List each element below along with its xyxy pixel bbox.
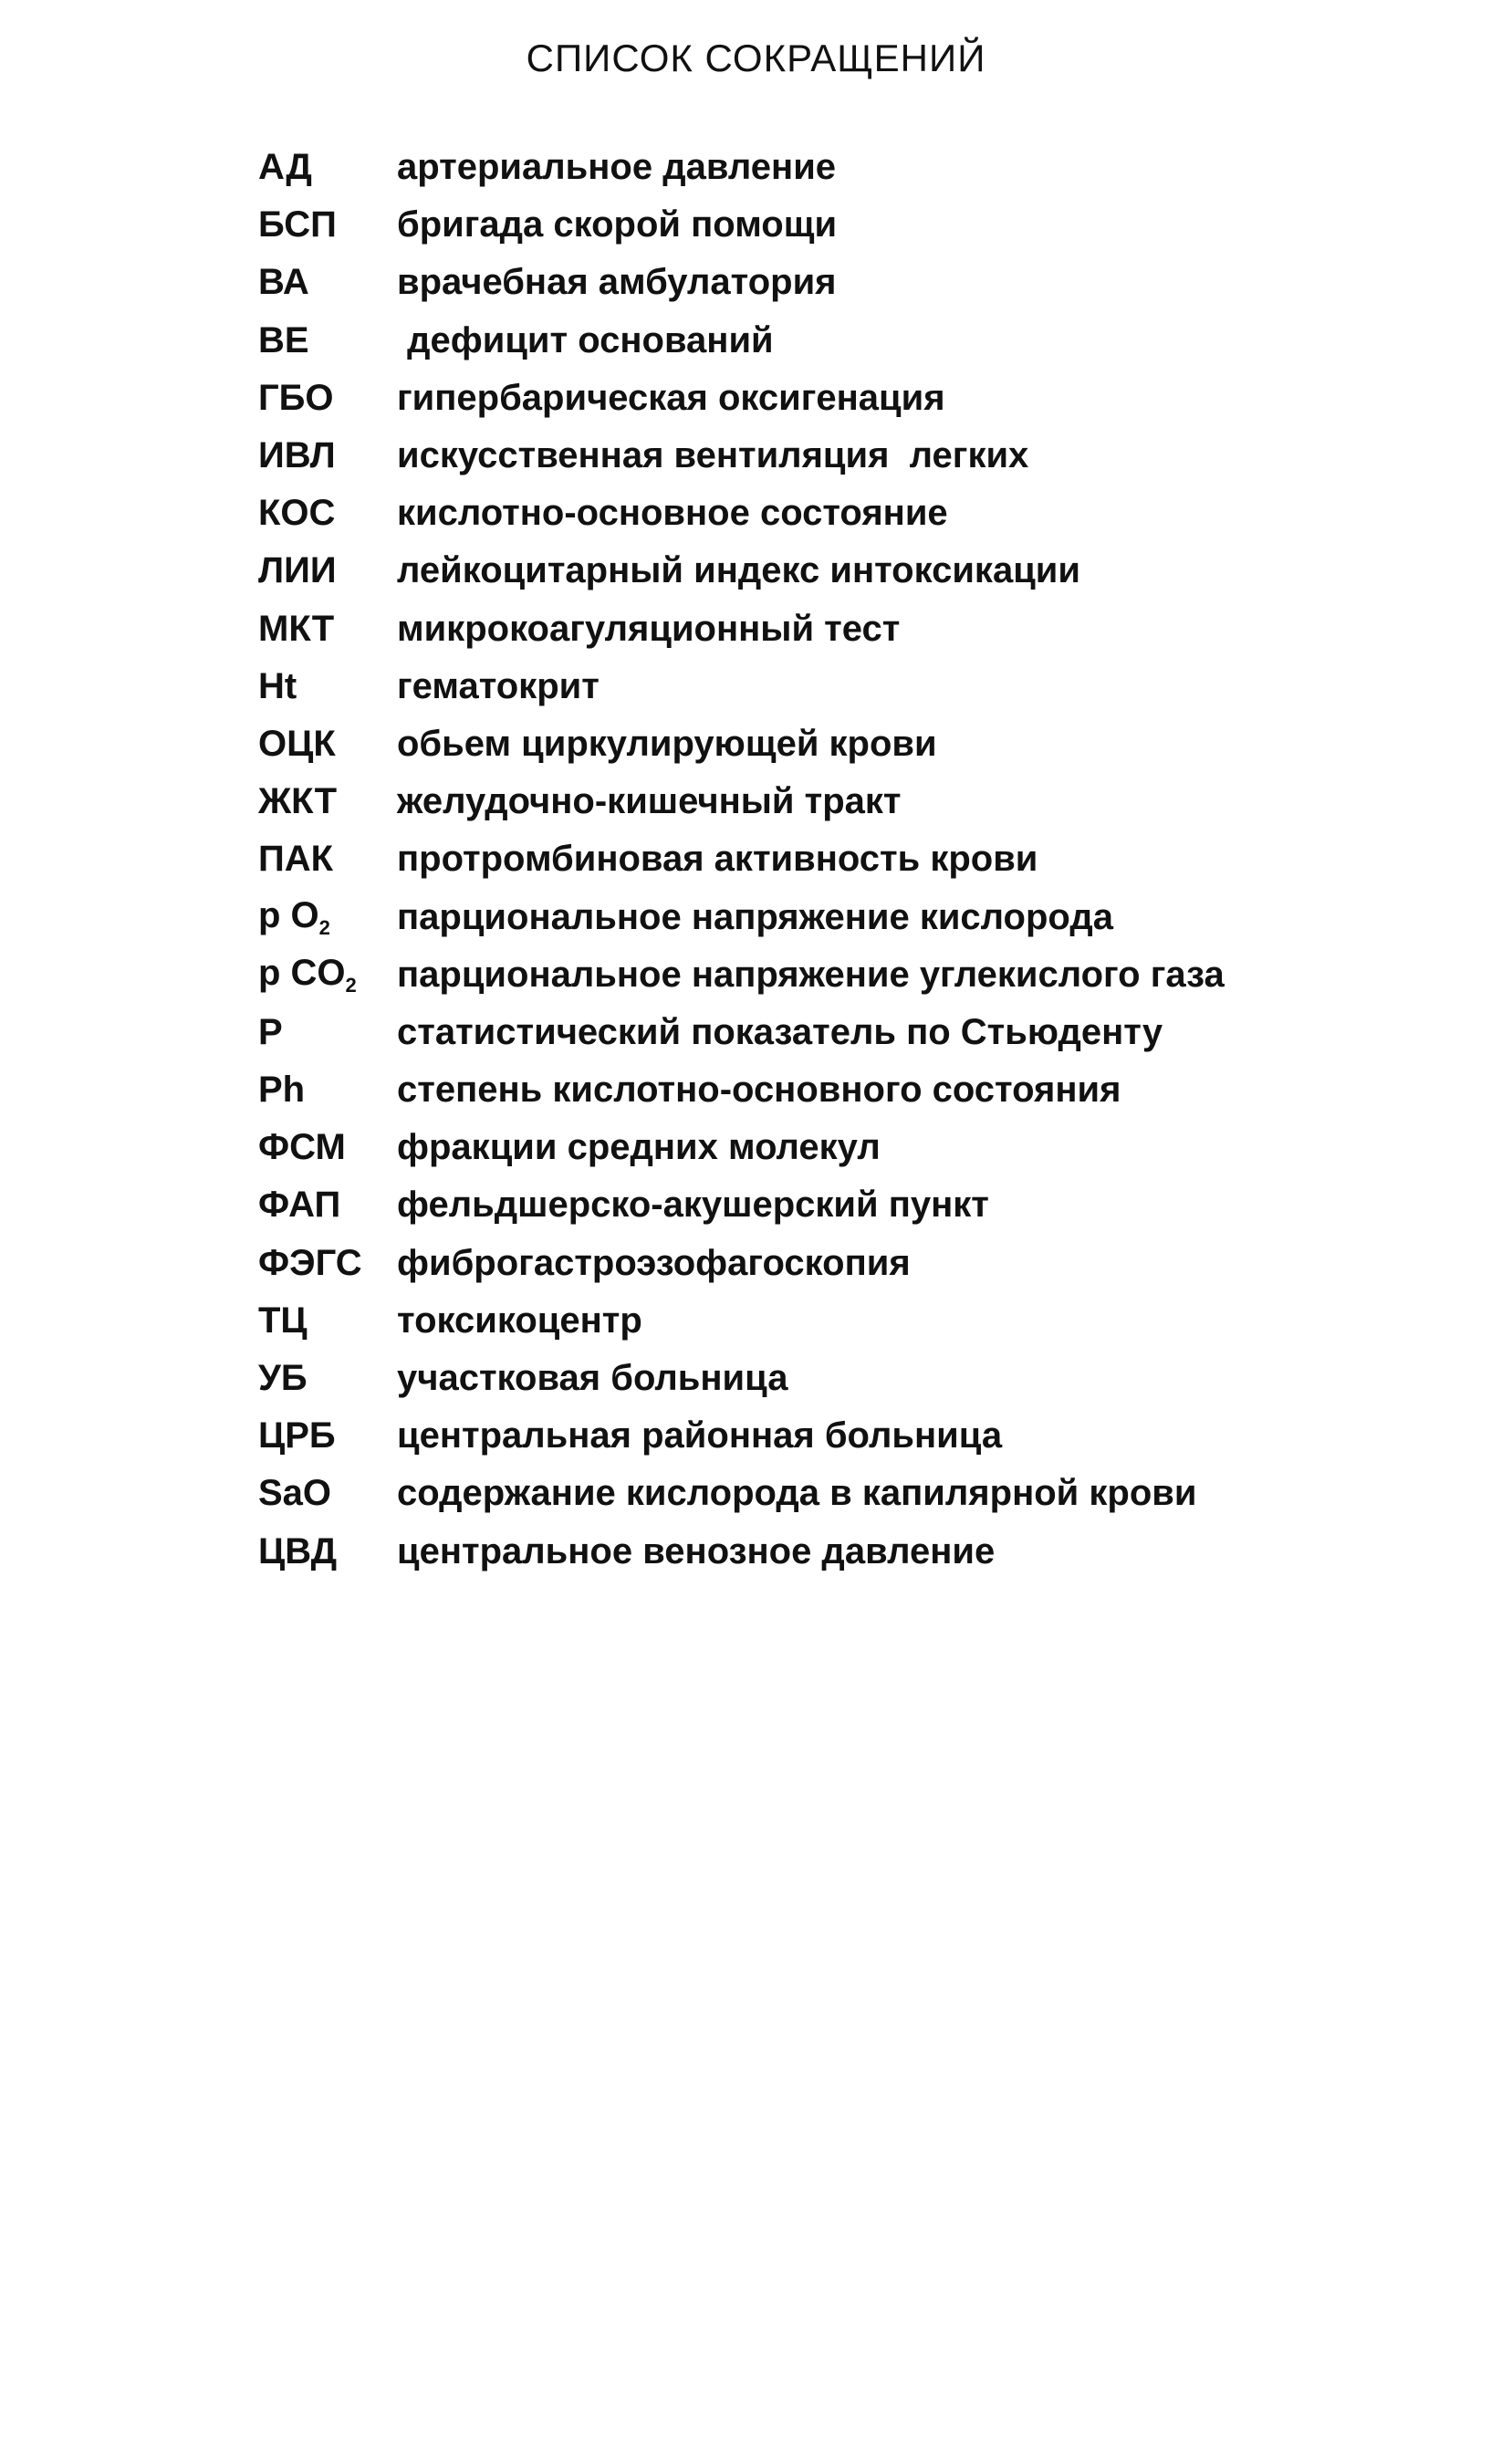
list-item bbox=[258, 1235, 1353, 1292]
abbreviation-term-text: p O bbox=[258, 894, 319, 935]
list-item bbox=[258, 312, 1353, 370]
abbreviation-term bbox=[258, 204, 397, 245]
list-item bbox=[258, 830, 1353, 888]
list-item bbox=[258, 542, 1353, 600]
abbreviation-term bbox=[258, 1012, 397, 1053]
abbreviation-definition: врачебная амбулатория bbox=[397, 262, 837, 303]
subscript: 2 bbox=[318, 915, 330, 939]
abbreviation-term-text: ЛИИ bbox=[258, 550, 337, 591]
abbreviation-term-text: ФЭГС bbox=[258, 1242, 362, 1283]
abbreviation-term bbox=[258, 550, 397, 591]
abbreviation-definition: участковая больница bbox=[397, 1358, 788, 1399]
abbreviation-definition: токсикоцентр bbox=[397, 1300, 642, 1341]
abbreviation-definition: лейкоцитарный индекс интоксикации bbox=[397, 550, 1080, 591]
abbreviation-term bbox=[258, 1300, 397, 1342]
abbreviation-definition: фракции средних молекул bbox=[397, 1127, 881, 1168]
list-item bbox=[258, 1292, 1353, 1350]
list-item bbox=[258, 196, 1353, 254]
abbreviation-term bbox=[258, 781, 397, 822]
abbreviation-definition: артериальное давление bbox=[397, 147, 837, 188]
list-item bbox=[258, 1465, 1353, 1522]
abbreviation-definition: центральная районная больница bbox=[397, 1415, 1003, 1456]
abbreviation-term-text: p CO bbox=[258, 952, 346, 993]
abbreviation-term bbox=[258, 1415, 397, 1456]
abbreviation-term bbox=[258, 895, 397, 940]
abbreviation-definition: гипербарическая оксигенация bbox=[397, 377, 945, 418]
abbreviation-term-text: МКТ bbox=[258, 608, 335, 649]
list-item bbox=[258, 600, 1353, 658]
abbreviation-term bbox=[258, 1473, 397, 1514]
abbreviation-definition: микрокоагуляционный тест bbox=[397, 608, 901, 649]
list-item bbox=[258, 1523, 1353, 1581]
abbreviation-term-text: Ph bbox=[258, 1070, 306, 1111]
list-item bbox=[258, 1350, 1353, 1407]
abbreviation-definition: степень кислотно-основного состояния bbox=[397, 1070, 1121, 1111]
list-item bbox=[258, 139, 1353, 196]
abbreviation-term bbox=[258, 1243, 397, 1284]
abbreviation-term bbox=[258, 435, 397, 476]
abbreviation-term-text: SaO bbox=[258, 1473, 332, 1514]
abbreviation-list bbox=[258, 139, 1353, 1581]
abbreviation-term bbox=[258, 320, 397, 361]
abbreviation-definition: фиброгастроэзофагоскопия bbox=[397, 1242, 911, 1283]
list-item bbox=[258, 888, 1353, 945]
abbreviation-term-text: ВЕ bbox=[258, 319, 309, 360]
list-item bbox=[258, 485, 1353, 542]
abbreviation-term-text: Ht bbox=[258, 665, 297, 706]
abbreviation-definition: парциональное напряжение углекислого газа bbox=[397, 954, 1225, 995]
abbreviation-term-text: ЖКТ bbox=[258, 781, 337, 822]
list-item bbox=[258, 658, 1353, 715]
abbreviation-term-text: УБ bbox=[258, 1358, 308, 1399]
abbreviation-definition: гематокрит bbox=[397, 665, 600, 706]
abbreviation-term-text: ЦВД bbox=[258, 1530, 338, 1571]
abbreviation-term bbox=[258, 953, 397, 997]
subscript: 2 bbox=[345, 973, 357, 997]
abbreviation-definition: протромбиновая активность крови bbox=[397, 839, 1038, 880]
abbreviation-definition: содержание кислорода в капилярной крови bbox=[397, 1473, 1197, 1514]
abbreviation-term-text: КОС bbox=[258, 493, 336, 534]
abbreviation-definition: желудочно-кишечный тракт bbox=[397, 781, 902, 822]
abbreviation-definition: статистический показатель по Стьюденту bbox=[397, 1011, 1163, 1052]
abbreviation-term bbox=[258, 378, 397, 419]
abbreviation-term-text: ГБО bbox=[258, 377, 334, 418]
abbreviation-term bbox=[258, 1070, 397, 1111]
abbreviation-definition: фельдшерско-акушерский пункт bbox=[397, 1185, 989, 1226]
abbreviation-term bbox=[258, 493, 397, 534]
abbreviation-term-text: ИВЛ bbox=[258, 435, 336, 476]
abbreviation-term bbox=[258, 1358, 397, 1399]
list-item bbox=[258, 715, 1353, 773]
abbreviation-term-text: ОЦК bbox=[258, 723, 336, 764]
list-item bbox=[258, 254, 1353, 311]
abbreviation-term-text: ПАК bbox=[258, 839, 334, 880]
abbreviation-term bbox=[258, 609, 397, 650]
abbreviation-term bbox=[258, 666, 397, 707]
abbreviation-term-text: АД bbox=[258, 147, 312, 188]
list-item bbox=[258, 1176, 1353, 1234]
abbreviation-term bbox=[258, 262, 397, 303]
abbreviation-definition: центральное венозное давление bbox=[397, 1530, 996, 1571]
list-item bbox=[258, 1004, 1353, 1061]
list-item bbox=[258, 946, 1353, 1004]
abbreviation-term bbox=[258, 1185, 397, 1226]
abbreviation-term-text: ФСМ bbox=[258, 1127, 346, 1168]
list-item bbox=[258, 1061, 1353, 1119]
abbreviation-term-text: ВА bbox=[258, 262, 309, 303]
abbreviation-definition: бригада скорой помощи bbox=[397, 204, 838, 245]
page-title: СПИСОК СОКРАЩЕНИЙ bbox=[526, 37, 986, 79]
abbreviation-term bbox=[258, 839, 397, 880]
abbreviation-term bbox=[258, 1127, 397, 1168]
abbreviation-term-text: ЦРБ bbox=[258, 1415, 336, 1456]
list-item bbox=[258, 370, 1353, 427]
list-item bbox=[258, 773, 1353, 830]
abbreviation-definition: парциональное напряжение кислорода bbox=[397, 896, 1113, 937]
abbreviation-definition: обьем циркулирующей крови bbox=[397, 723, 937, 764]
abbreviation-definition: кислотно-основное состояние bbox=[397, 493, 948, 534]
abbreviation-term-text: ТЦ bbox=[258, 1300, 308, 1341]
abbreviation-term bbox=[258, 147, 397, 188]
abbreviation-definition: дефицит оснований bbox=[397, 319, 774, 360]
abbreviation-term-text: БСП bbox=[258, 204, 337, 245]
list-item bbox=[258, 427, 1353, 485]
abbreviation-definition: искусственная вентиляция легких bbox=[397, 435, 1029, 476]
list-item bbox=[258, 1119, 1353, 1176]
abbreviation-term-text: ФАП bbox=[258, 1185, 341, 1226]
list-item bbox=[258, 1407, 1353, 1465]
abbreviation-term bbox=[258, 724, 397, 765]
abbreviation-term bbox=[258, 1531, 397, 1572]
abbreviation-term-text: P bbox=[258, 1011, 283, 1052]
